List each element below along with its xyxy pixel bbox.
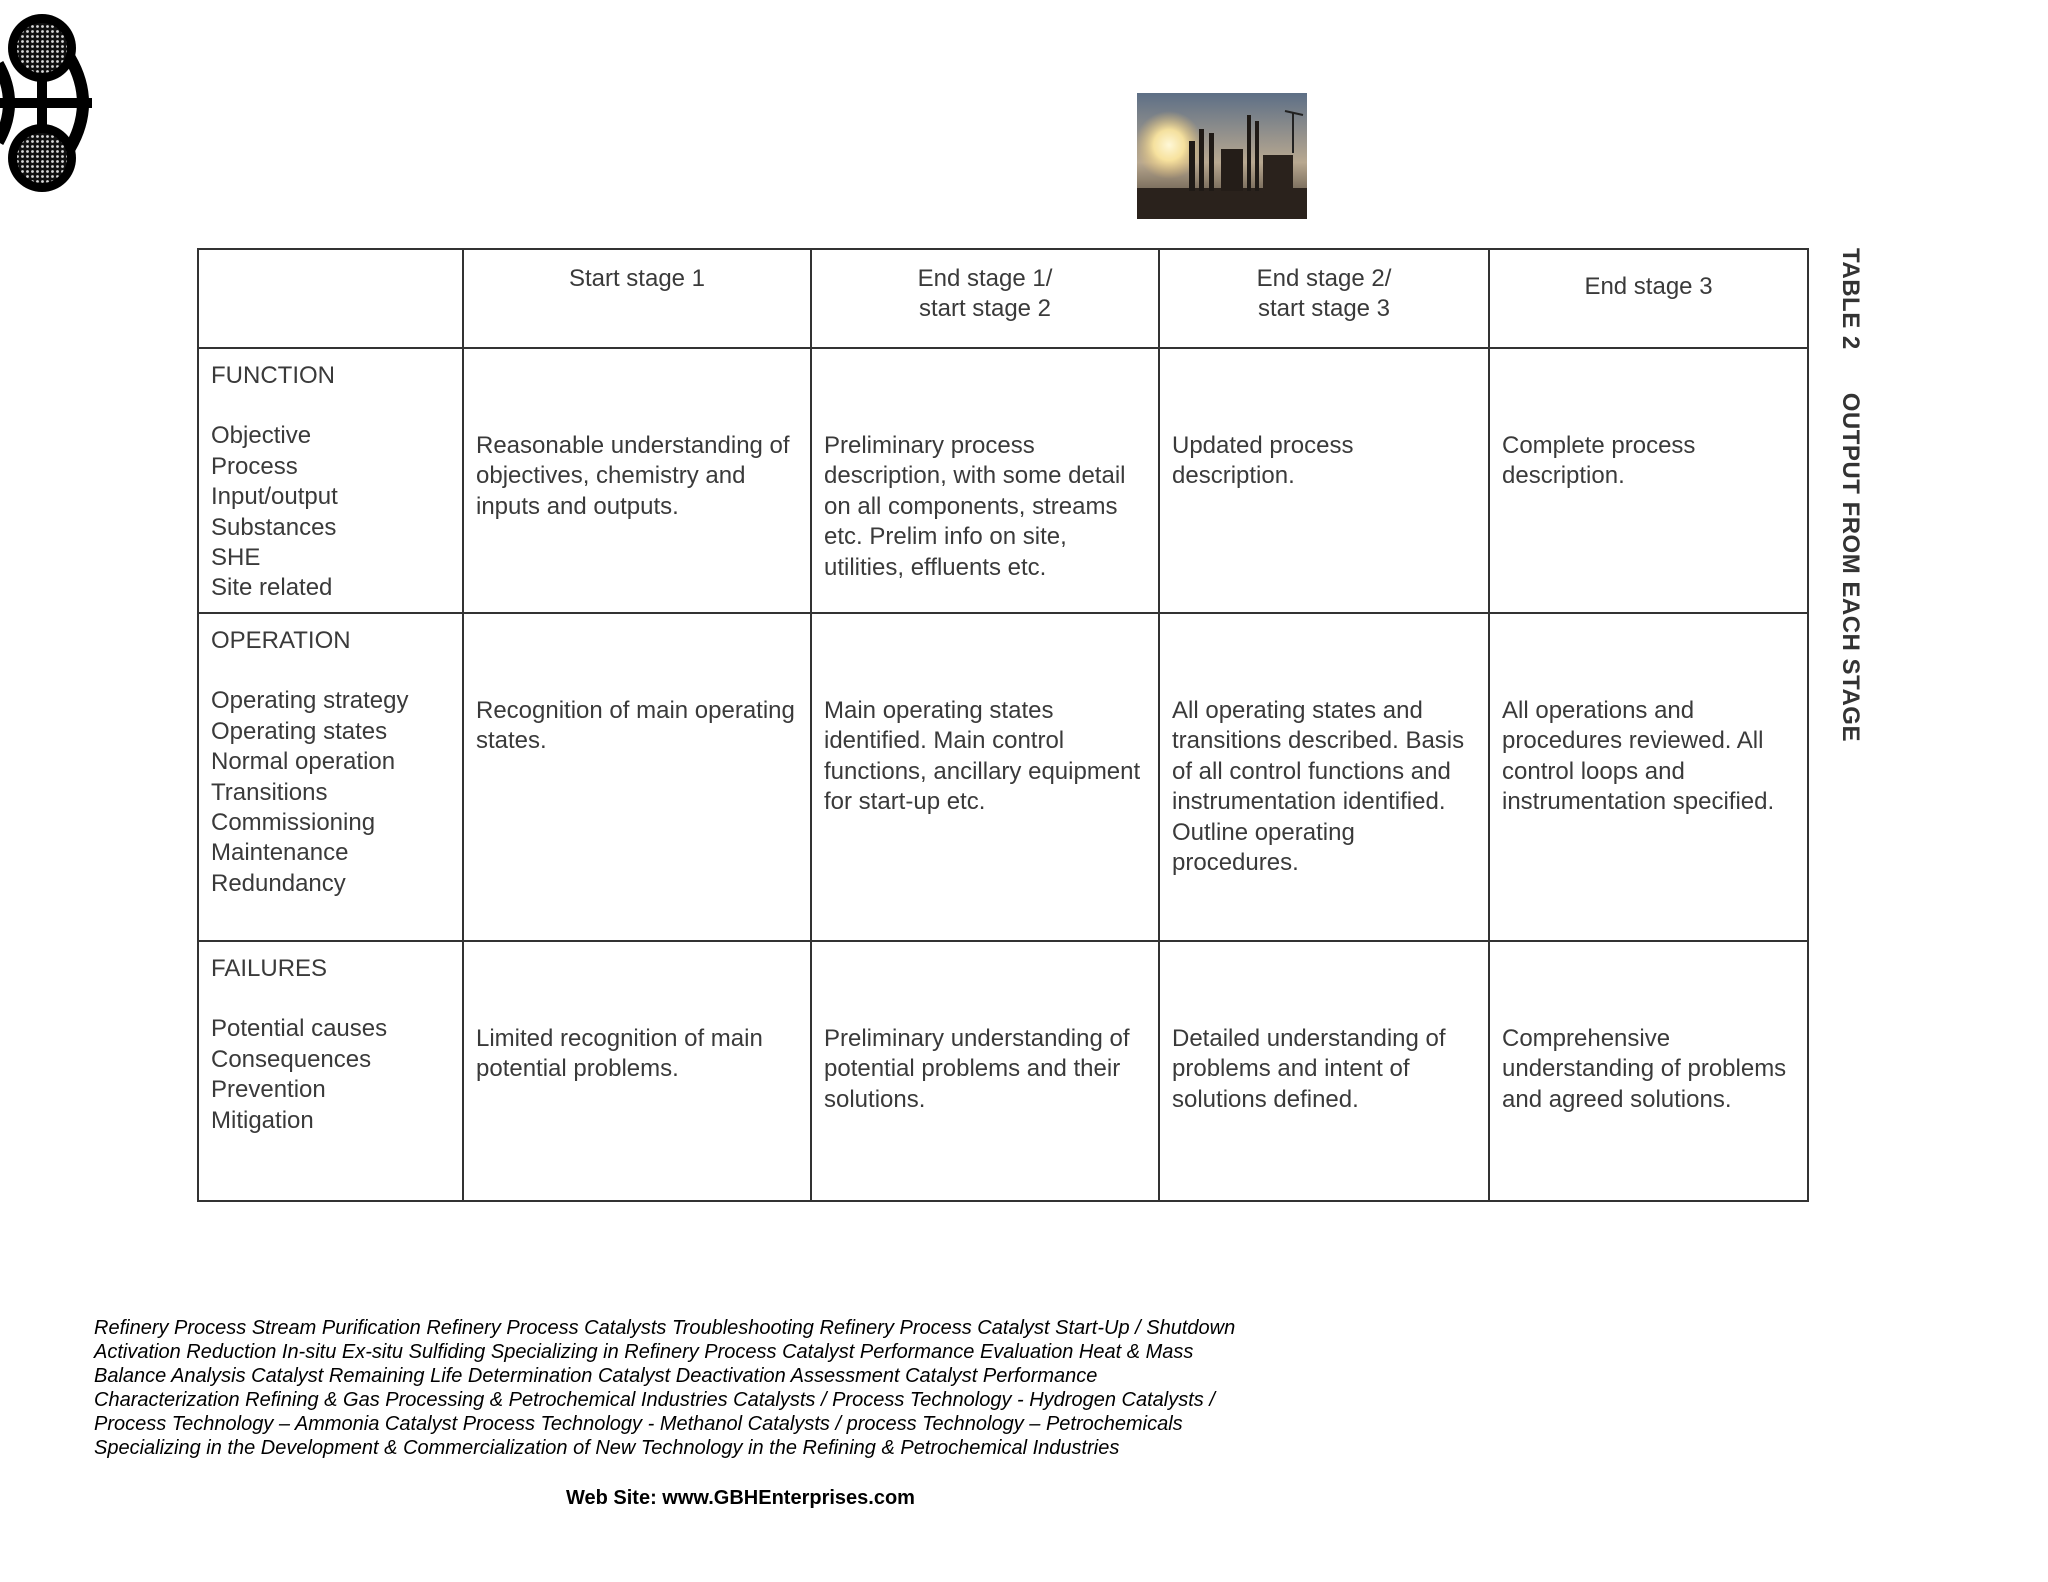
category-cell-operation: [198, 613, 463, 941]
table-cell: Comprehensive understanding of problems and agreed solutions.: [1489, 941, 1808, 1201]
table-cell: Detailed understanding of problems and intent of solutions defined.: [1159, 941, 1489, 1201]
header-label: End stage 2/ start stage 3: [1256, 265, 1392, 323]
table-cell: Updated process description.: [1159, 348, 1489, 613]
refinery-sunset-photo: [1137, 93, 1307, 219]
category-items: Objective Process Input/output Substances SHE Site related: [211, 422, 338, 602]
table-row: [198, 613, 1808, 941]
category-title: OPERATION: [211, 627, 351, 654]
header-label: End stage 1/ start stage 2: [917, 265, 1053, 323]
table-cell: Complete process description.: [1489, 348, 1808, 613]
table-header-row: [198, 249, 1808, 348]
category-cell-failures: [198, 941, 463, 1201]
header-cell-end-stage-2: [1159, 249, 1489, 348]
category-cell-function: [198, 348, 463, 613]
table-cell: Limited recognition of main potential problems.: [463, 941, 811, 1201]
website-link[interactable]: Web Site: www.GBHEnterprises.com: [566, 1487, 915, 1509]
table-caption: [1830, 248, 1870, 768]
table-caption-text: TABLE 2 OUTPUT FROM EACH STAGE: [1837, 248, 1864, 742]
header-cell-empty: [198, 249, 463, 348]
category-title: FUNCTION: [211, 362, 335, 389]
stage-output-table: [197, 248, 1809, 1202]
category-items: Operating strategy Operating states Normal operation Transitions Commissioning Maintenance Redundancy: [211, 687, 409, 897]
table-cell: Reasonable understanding of objectives, chemistry and inputs and outputs.: [463, 348, 811, 613]
table-cell: Recognition of main operating states.: [463, 613, 811, 941]
header-label: Start stage 1: [568, 265, 706, 292]
table-row: [198, 941, 1808, 1201]
table-cell: All operations and procedures reviewed. All control loops and instrumentation specified.: [1489, 613, 1808, 941]
table-row: [198, 348, 1808, 613]
category-items: Potential causes Consequences Prevention Mitigation: [211, 1015, 388, 1134]
header-cell-end-stage-3: [1489, 249, 1808, 348]
header-cell-end-stage-1: [811, 249, 1159, 348]
table-cell: Preliminary process description, with some detail on all components, streams etc. Prelim info on site, utilities, effluents etc.: [811, 348, 1159, 613]
table-cell: Preliminary understanding of potential problems and their solutions.: [811, 941, 1159, 1201]
footer-services-text: Refinery Process Stream Purification Refinery Process Catalysts Troubleshooting Refinery Process Catalyst Start-Up / Shutdown Activation Reduction In-situ Ex-situ Sulfiding Specializing in Refinery Process Catalyst Performance Evaluation Heat & Mass Balance Analysis Catalyst Remaining Life Determination Catalyst Deactivation Assessment Catalyst Performance Characterization Refining & Gas Processing & Petrochemical Industries Catalysts / Process Technology - Hydrogen Catalysts / Process Technology – Ammonia Catalyst Process Technology - Methanol Catalysts / process Technology – Petrochemicals Specializing in the Development & Commercialization of New Technology in the Refining & Petrochemical Industries: [94, 1317, 1236, 1459]
table-cell: All operating states and transitions described. Basis of all control functions and instrumentation identified. Outline operating procedures.: [1159, 613, 1489, 941]
gbh-logo-icon: [0, 14, 100, 192]
table-cell: Main operating states identified. Main control functions, ancillary equipment for start-up etc.: [811, 613, 1159, 941]
category-title: FAILURES: [211, 955, 328, 982]
header-cell-start-stage-1: [463, 249, 811, 348]
header-label: End stage 3: [1584, 273, 1713, 300]
